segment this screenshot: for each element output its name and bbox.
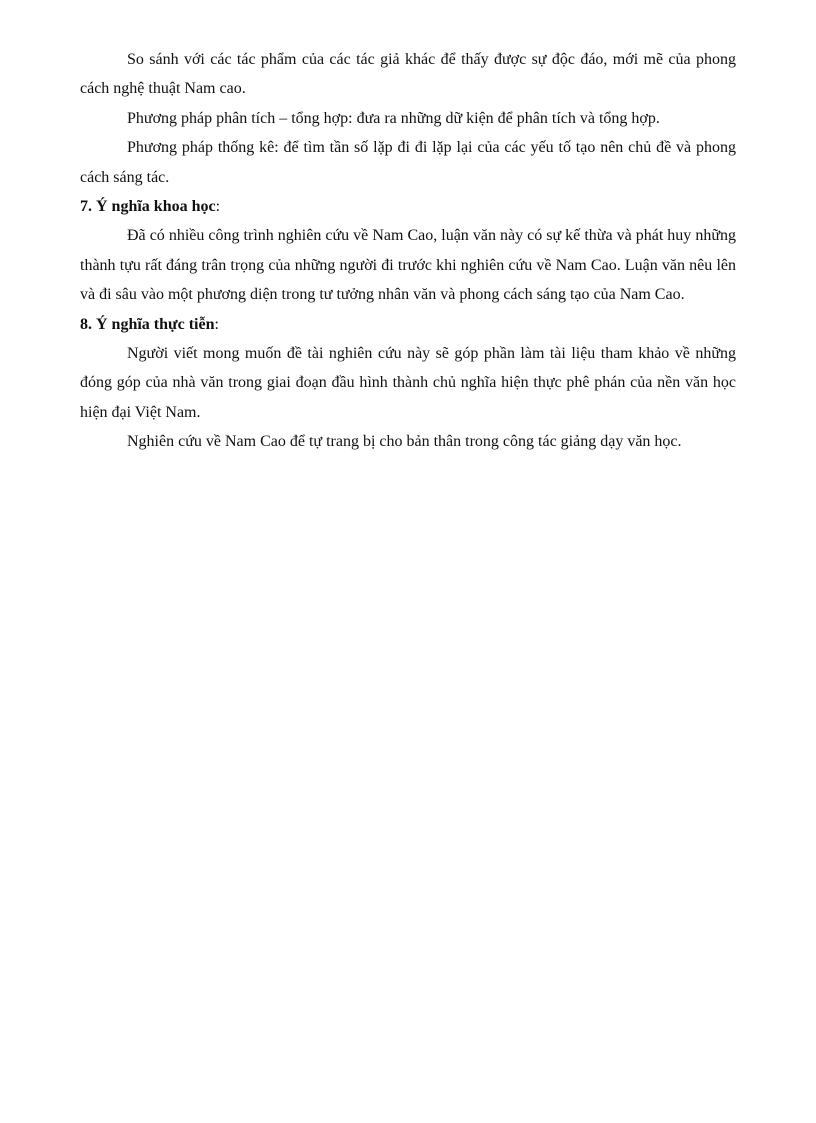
paragraph-statistics-method: Phương pháp thống kê: để tìm tần số lặp đi đi lặp lại của các yếu tố tạo nên chủ đề và phong cách sáng tác. <box>80 139 736 186</box>
section-8-heading <box>80 310 736 339</box>
paragraph-analysis-method: Phương pháp phân tích – tổng hợp: đưa ra những dữ kiện để phân tích và tổng hợp. <box>127 109 660 127</box>
section-8-colon: : <box>214 315 219 333</box>
document-page <box>80 45 736 457</box>
section-7-title: 7. Ý nghĩa khoa học <box>80 198 216 216</box>
section-8-title: 8. Ý nghĩa thực tiễn <box>80 315 215 333</box>
paragraph-comparison: So sánh với các tác phẩm của các tác giả khác để thấy được sự độc đáo, mới mẽ của phong cách nghệ thuật Nam cao. <box>80 51 736 98</box>
section-8-body-1: Người viết mong muốn đề tài nghiên cứu này sẽ góp phần làm tài liệu tham khảo về những đóng góp của nhà văn trong giai đoạn đầu hình thành chủ nghĩa hiện thực phê phán của nền văn học hiện đại Việt Nam. <box>80 345 736 421</box>
section-7-body: Đã có nhiều công trình nghiên cứu về Nam Cao, luận văn này có sự kế thừa và phát huy những thành tựu rất đáng trân trọng của những người đi trước khi nghiên cứu về Nam Cao. Luận văn nêu lên và đi sâu vào một phương diện trong tư tưởng nhân văn và phong cách sáng tạo của Nam Cao. <box>80 227 736 304</box>
section-8-body-2: Nghiên cứu về Nam Cao để tự trang bị cho bản thân trong công tác giảng dạy văn học. <box>127 433 682 451</box>
section-7-heading <box>80 192 736 221</box>
section-7-colon: : <box>215 198 221 216</box>
